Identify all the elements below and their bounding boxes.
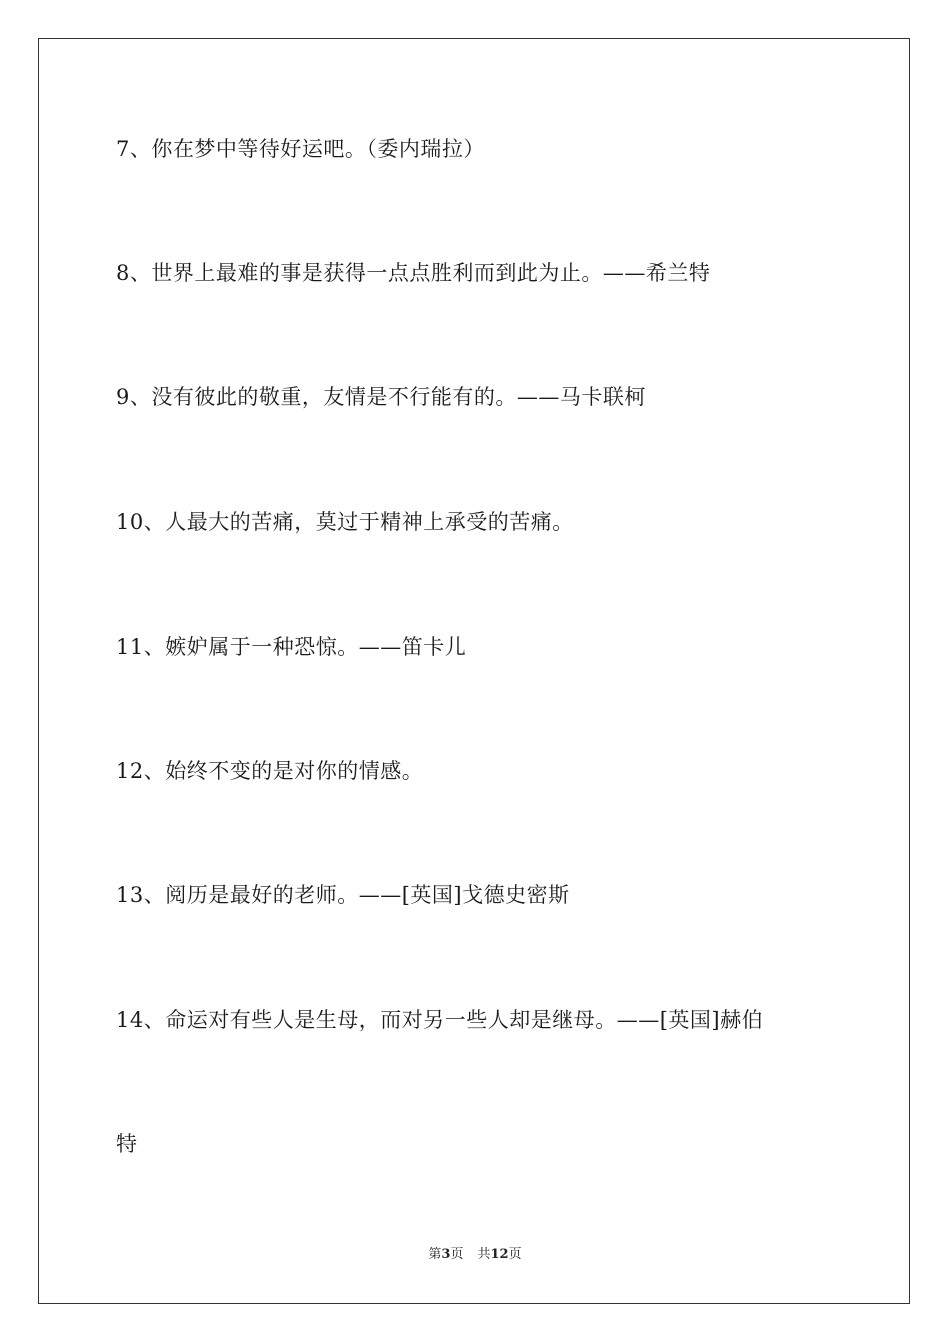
quote-line-10: 10、人最大的苦痛，莫过于精神上承受的苦痛。 bbox=[116, 510, 574, 534]
page-footer bbox=[0, 1246, 950, 1264]
page-border bbox=[38, 38, 910, 1304]
quote-line-7: 7、你在梦中等待好运吧。（委内瑞拉） bbox=[116, 137, 485, 161]
quote-line-8: 8、世界上最难的事是获得一点点胜利而到此为止。——希兰特 bbox=[116, 261, 711, 285]
page-suffix: 页 bbox=[450, 1247, 464, 1262]
quote-line-11: 11、嫉妒属于一种恐惊。——笛卡儿 bbox=[116, 635, 467, 659]
total-prefix: 共 bbox=[477, 1247, 491, 1262]
page-number: 3 bbox=[441, 1247, 451, 1262]
total-suffix: 页 bbox=[508, 1247, 522, 1262]
total-pages: 12 bbox=[490, 1247, 509, 1262]
page-prefix: 第 bbox=[428, 1247, 442, 1262]
quote-line-14-continued: 特 bbox=[116, 1132, 138, 1156]
quote-line-14: 14、命运对有些人是生母，而对另一些人却是继母。——[英国]赫伯 bbox=[116, 1008, 764, 1032]
quote-line-9: 9、没有彼此的敬重，友情是不行能有的。——马卡联柯 bbox=[116, 385, 646, 409]
quote-line-13: 13、阅历是最好的老师。——[英国]戈德史密斯 bbox=[116, 883, 570, 907]
quote-line-12: 12、始终不变的是对你的情感。 bbox=[116, 759, 424, 783]
